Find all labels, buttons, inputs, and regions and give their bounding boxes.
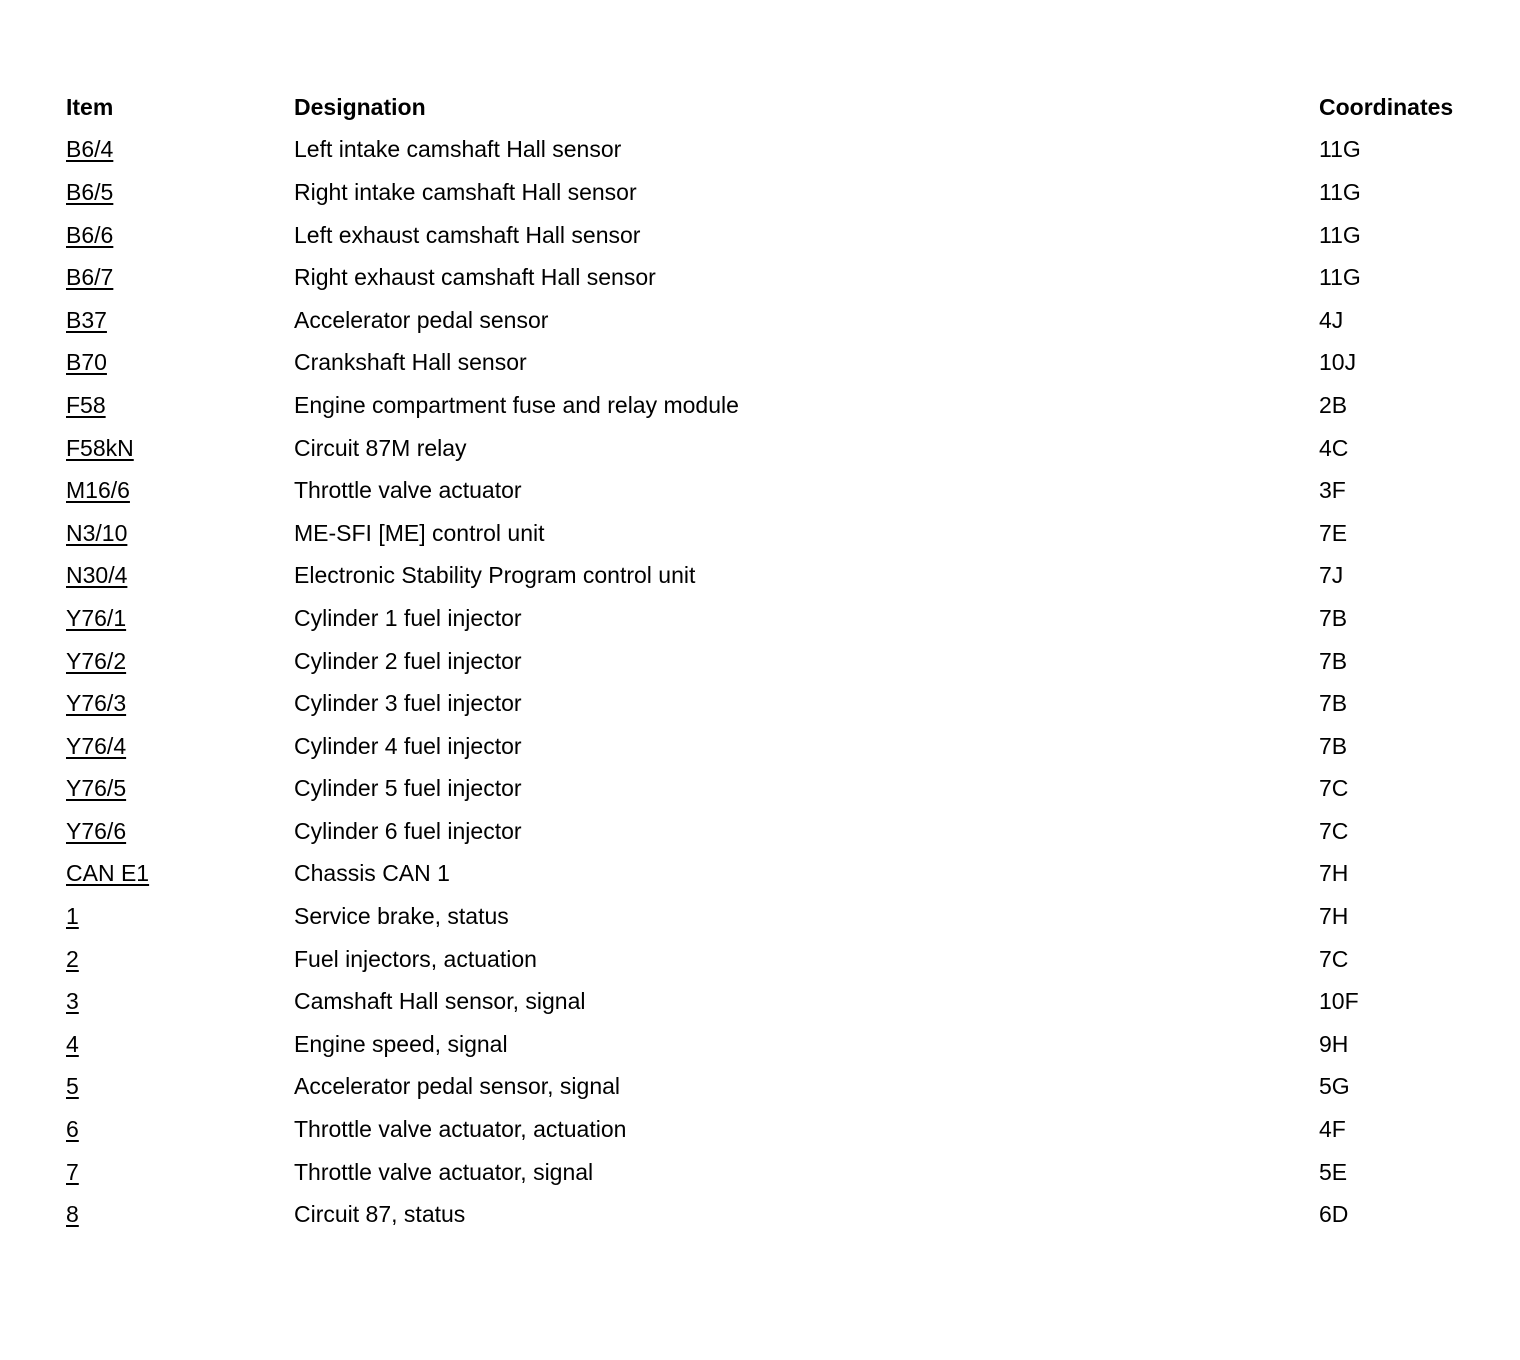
item-link[interactable]: Y76/2 (66, 647, 127, 674)
item-link[interactable]: B37 (66, 306, 107, 333)
table-row (66, 469, 1499, 512)
designation-cell: Accelerator pedal sensor (294, 306, 549, 333)
item-cell (66, 129, 294, 172)
item-cell (66, 214, 294, 257)
designation-cell: Circuit 87M relay (294, 434, 467, 461)
table-row (66, 171, 1499, 214)
coordinates-cell: 2B (1319, 391, 1348, 418)
table-row (66, 895, 1499, 938)
coordinates-cell: 11G (1319, 178, 1361, 205)
coordinates-cell: 11G (1319, 221, 1361, 248)
designation-cell: Camshaft Hall sensor, signal (294, 988, 586, 1015)
designation-cell: Accelerator pedal sensor, signal (294, 1073, 621, 1100)
header-row (66, 86, 1499, 129)
item-link[interactable]: M16/6 (66, 477, 130, 504)
coordinates-cell: 7C (1319, 775, 1349, 802)
coordinates-cell: 7C (1319, 817, 1349, 844)
coordinates-cell: 7B (1319, 690, 1348, 717)
item-cell (66, 938, 294, 981)
coordinates-cell: 10J (1319, 349, 1357, 376)
item-cell (66, 555, 294, 598)
item-link[interactable]: 5 (66, 1073, 79, 1100)
item-link[interactable]: B70 (66, 349, 107, 376)
item-cell (66, 810, 294, 853)
item-link[interactable]: B6/4 (66, 136, 114, 163)
designation-cell: Cylinder 6 fuel injector (294, 817, 522, 844)
component-legend-table (66, 86, 1499, 1236)
designation-cell: Engine speed, signal (294, 1030, 508, 1057)
item-cell (66, 895, 294, 938)
coordinates-cell: 11G (1319, 264, 1361, 291)
header-coordinates: Coordinates (1319, 93, 1454, 120)
item-cell (66, 1023, 294, 1066)
item-link[interactable]: 7 (66, 1158, 79, 1185)
coordinates-cell: 6D (1319, 1201, 1349, 1228)
designation-cell: Cylinder 2 fuel injector (294, 647, 522, 674)
coordinates-cell: 7B (1319, 647, 1348, 674)
table-row (66, 214, 1499, 257)
table-row (66, 512, 1499, 555)
designation-cell: Chassis CAN 1 (294, 860, 450, 887)
header-designation: Designation (294, 93, 426, 120)
item-cell (66, 640, 294, 683)
item-link[interactable]: F58kN (66, 434, 134, 461)
table-row (66, 1151, 1499, 1194)
table-body (66, 129, 1499, 1236)
designation-cell: Right intake camshaft Hall sensor (294, 178, 637, 205)
item-link[interactable]: 2 (66, 945, 79, 972)
coordinates-cell: 4F (1319, 1116, 1346, 1143)
item-cell (66, 299, 294, 342)
item-cell (66, 725, 294, 768)
item-link[interactable]: B6/6 (66, 221, 114, 248)
item-link[interactable]: Y76/5 (66, 775, 127, 802)
designation-cell: Circuit 87, status (294, 1201, 466, 1228)
table-row (66, 640, 1499, 683)
designation-cell: Cylinder 5 fuel injector (294, 775, 522, 802)
coordinates-cell: 7J (1319, 562, 1344, 589)
item-cell (66, 1066, 294, 1109)
table-row (66, 384, 1499, 427)
table-row (66, 427, 1499, 470)
item-cell (66, 171, 294, 214)
designation-cell: Left intake camshaft Hall sensor (294, 136, 622, 163)
table-header (66, 86, 1499, 129)
coordinates-cell: 11G (1319, 136, 1361, 163)
table-row (66, 129, 1499, 172)
table-row (66, 980, 1499, 1023)
coordinates-cell: 7B (1319, 604, 1348, 631)
item-link[interactable]: 8 (66, 1201, 79, 1228)
coordinates-cell: 9H (1319, 1030, 1349, 1057)
coordinates-cell: 7H (1319, 903, 1349, 930)
designation-cell: Electronic Stability Program control unit (294, 562, 696, 589)
designation-cell: Throttle valve actuator, signal (294, 1158, 594, 1185)
item-link[interactable]: CAN E1 (66, 860, 150, 887)
table-row (66, 1023, 1499, 1066)
header-item: Item (66, 93, 114, 120)
designation-cell: Throttle valve actuator, actuation (294, 1116, 627, 1143)
table-row (66, 725, 1499, 768)
designation-cell: Right exhaust camshaft Hall sensor (294, 264, 656, 291)
item-cell (66, 469, 294, 512)
item-cell (66, 384, 294, 427)
table-row (66, 299, 1499, 342)
item-cell (66, 597, 294, 640)
item-link[interactable]: Y76/6 (66, 817, 127, 844)
item-link[interactable]: N30/4 (66, 562, 128, 589)
coordinates-cell: 10F (1319, 988, 1359, 1015)
item-cell (66, 512, 294, 555)
coordinates-cell: 5E (1319, 1158, 1348, 1185)
table-row (66, 597, 1499, 640)
coordinates-cell: 7H (1319, 860, 1349, 887)
designation-cell: Crankshaft Hall sensor (294, 349, 527, 376)
item-link[interactable]: Y76/3 (66, 690, 127, 717)
coordinates-cell: 7B (1319, 732, 1348, 759)
item-link[interactable]: B6/5 (66, 178, 114, 205)
item-cell (66, 1108, 294, 1151)
item-link[interactable]: Y76/4 (66, 732, 127, 759)
item-cell (66, 980, 294, 1023)
item-cell (66, 682, 294, 725)
table-row (66, 1108, 1499, 1151)
designation-cell: Cylinder 4 fuel injector (294, 732, 522, 759)
coordinates-cell: 7C (1319, 945, 1349, 972)
table-row (66, 1066, 1499, 1109)
item-link[interactable]: 3 (66, 988, 79, 1015)
item-link[interactable]: B6/7 (66, 264, 114, 291)
coordinates-cell: 4C (1319, 434, 1349, 461)
coordinates-cell: 4J (1319, 306, 1344, 333)
item-link[interactable]: 1 (66, 903, 79, 930)
table-row (66, 768, 1499, 811)
coordinates-cell: 5G (1319, 1073, 1350, 1100)
table-row (66, 256, 1499, 299)
table-row (66, 682, 1499, 725)
item-link[interactable]: 6 (66, 1116, 79, 1143)
table-row (66, 810, 1499, 853)
table-row (66, 342, 1499, 385)
designation-cell: Service brake, status (294, 903, 509, 930)
table-row (66, 1193, 1499, 1236)
item-link[interactable]: F58 (66, 391, 106, 418)
designation-cell: ME-SFI [ME] control unit (294, 519, 545, 546)
designation-cell: Fuel injectors, actuation (294, 945, 537, 972)
table-row (66, 853, 1499, 896)
item-cell (66, 853, 294, 896)
table-row (66, 938, 1499, 981)
item-cell (66, 342, 294, 385)
designation-cell: Throttle valve actuator (294, 477, 522, 504)
designation-cell: Engine compartment fuse and relay module (294, 391, 739, 418)
coordinates-cell: 3F (1319, 477, 1346, 504)
item-cell (66, 1151, 294, 1194)
item-cell (66, 768, 294, 811)
item-link[interactable]: N3/10 (66, 519, 128, 546)
designation-cell: Cylinder 3 fuel injector (294, 690, 522, 717)
designation-cell: Left exhaust camshaft Hall sensor (294, 221, 641, 248)
designation-cell: Cylinder 1 fuel injector (294, 604, 522, 631)
coordinates-cell: 7E (1319, 519, 1348, 546)
item-cell (66, 427, 294, 470)
item-cell (66, 256, 294, 299)
item-cell (66, 1193, 294, 1236)
item-link[interactable]: 4 (66, 1030, 79, 1057)
item-link[interactable]: Y76/1 (66, 604, 127, 631)
table-row (66, 555, 1499, 598)
